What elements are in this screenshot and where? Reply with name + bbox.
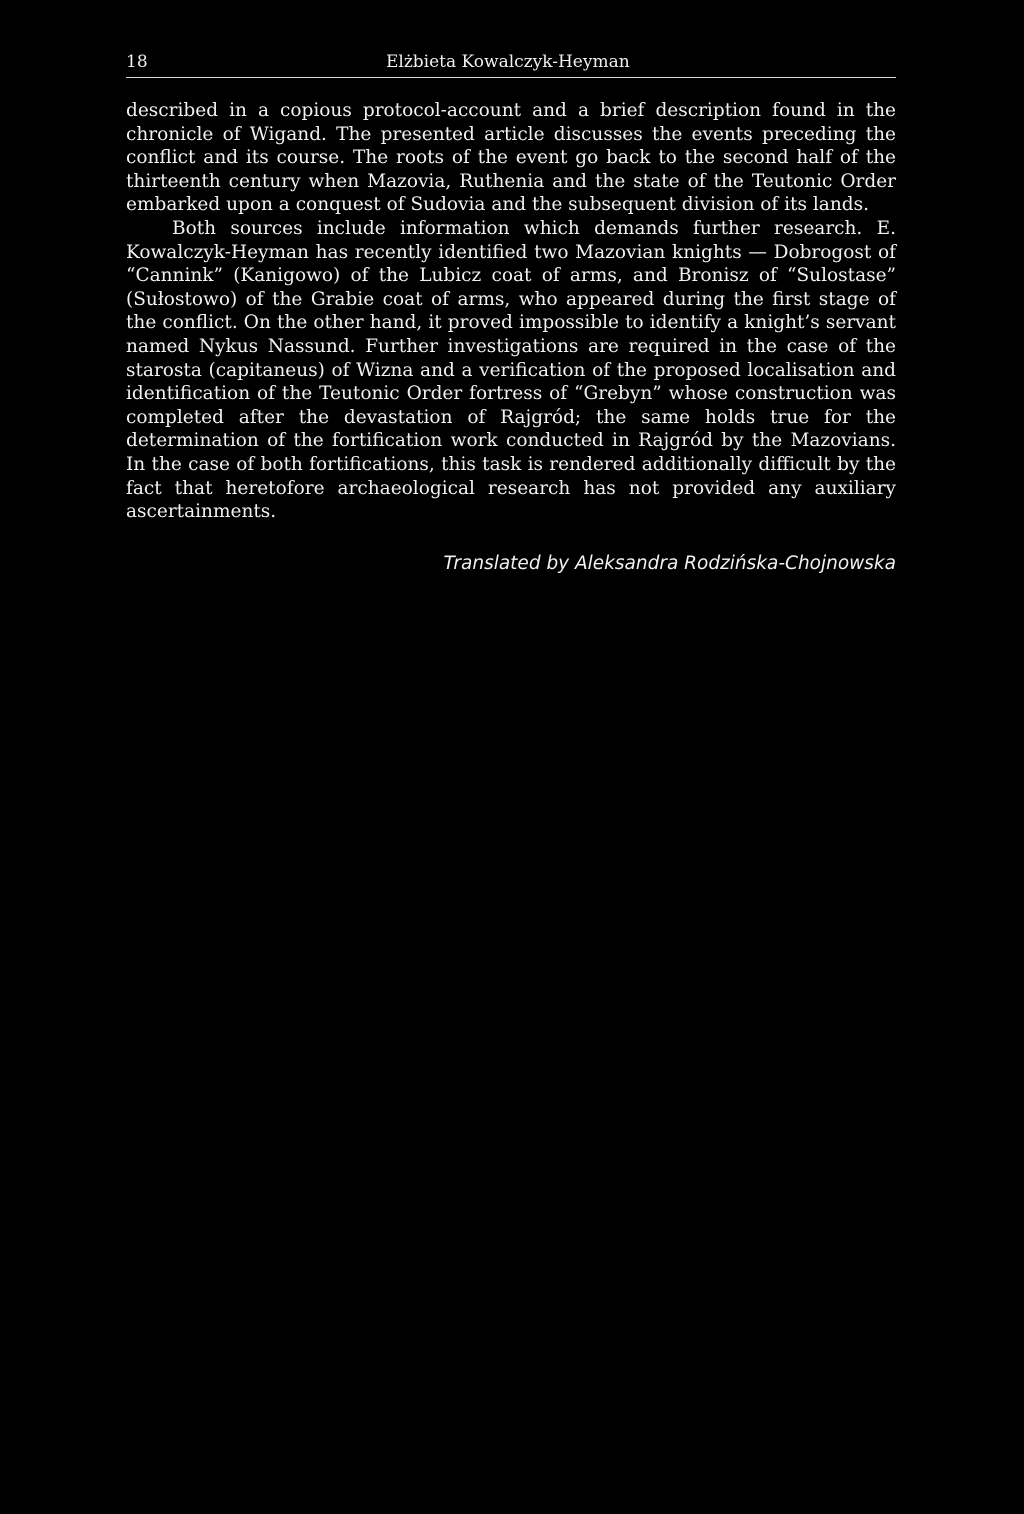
translator-credit: Translated by Aleksandra Rodzińska-Chojnowska xyxy=(443,553,896,574)
paragraph-2: Both sources include information which demands further research. E. Kowalczyk-Heyman has recently identified two Mazovian knights — Dobrogost of “Cannink” (Kanigowo) of the Lubicz coat of arms, and Bronisz of “Sulostase” (Sułostowo) of the Grabie coat of arms, who appeared during the first stage of the conflict. On the other hand, it proved impossible to identify a knight’s servant named Nykus Nassund. Further investigations are required in the case of the starosta (capitaneus) of Wizna and a verification of the proposed localisation and identification of the Teutonic Order fortress of “Grebyn” whose construction was completed after the devastation of Rajgród; the same holds true for the determination of the fortification work conducted in Rajgród by the Mazovians. In the case of both fortifications, this task is rendered additionally difficult by the fact that heretofore archaeological research has not provided any auxiliary ascertainments. xyxy=(126,217,896,523)
running-head-author: Elżbieta Kowalczyk-Heyman xyxy=(386,52,630,72)
article-body xyxy=(126,99,896,524)
paragraph-1: described in a copious protocol-account and a brief description found in the chronicle of Wigand. The presented article discusses the events preceding the conflict and its course. The roots of the event go back to the second half of the thirteenth century when Mazovia, Ruthenia and the state of the Teutonic Order embarked upon a conquest of Sudovia and the subsequent division of its lands. xyxy=(126,100,896,216)
running-head xyxy=(126,50,896,74)
page-number: 18 xyxy=(126,52,148,72)
header-rule xyxy=(126,77,896,78)
